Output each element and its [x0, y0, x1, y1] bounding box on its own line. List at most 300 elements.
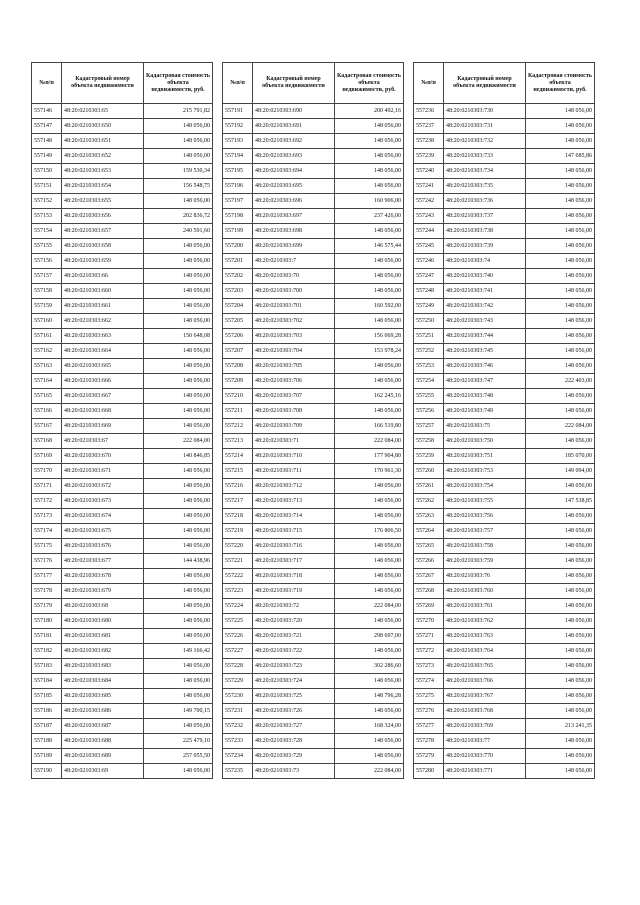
cadastral-number: 48:20:0210303:747	[444, 374, 526, 389]
cadastral-value: 222 084,00	[335, 764, 404, 779]
row-number: 557156	[32, 254, 62, 269]
table-row	[223, 434, 404, 449]
table-row	[32, 209, 213, 224]
table-row	[414, 719, 595, 734]
cadastral-number: 48:20:0210303:75	[444, 419, 526, 434]
cadastral-number: 48:20:0210303:684	[62, 674, 144, 689]
cadastral-value: 148 056,00	[526, 584, 595, 599]
table-row	[223, 404, 404, 419]
cadastral-number: 48:20:0210303:660	[62, 284, 144, 299]
table-row	[414, 149, 595, 164]
cadastral-value: 162 245,16	[335, 389, 404, 404]
cadastral-number: 48:20:0210303:745	[444, 344, 526, 359]
row-number: 557268	[414, 584, 444, 599]
row-number: 557176	[32, 554, 62, 569]
cadastral-number: 48:20:0210303:691	[253, 119, 335, 134]
cadastral-number: 48:20:0210303:700	[253, 284, 335, 299]
table-row	[32, 284, 213, 299]
cadastral-value: 148 056,00	[526, 314, 595, 329]
cadastral-number: 48:20:0210303:705	[253, 359, 335, 374]
table-row	[32, 464, 213, 479]
table-row	[32, 254, 213, 269]
row-number: 557224	[223, 599, 253, 614]
cadastral-value: 222 084,00	[526, 419, 595, 434]
cadastral-value: 148 056,00	[335, 134, 404, 149]
cadastral-number: 48:20:0210303:674	[62, 509, 144, 524]
row-number: 557215	[223, 464, 253, 479]
cadastral-number: 48:20:0210303:713	[253, 494, 335, 509]
cadastral-value: 147 538,85	[526, 494, 595, 509]
row-number: 557241	[414, 179, 444, 194]
cadastral-table-3	[413, 62, 595, 779]
table-row	[32, 734, 213, 749]
cadastral-value: 148 056,00	[335, 374, 404, 389]
cadastral-value: 148 056,00	[526, 659, 595, 674]
row-number: 557220	[223, 539, 253, 554]
cadastral-value: 148 056,00	[526, 299, 595, 314]
cadastral-value: 225 479,10	[144, 734, 213, 749]
row-number: 557173	[32, 509, 62, 524]
cadastral-number: 48:20:0210303:709	[253, 419, 335, 434]
row-number: 557243	[414, 209, 444, 224]
table-row	[32, 164, 213, 179]
table-row	[414, 659, 595, 674]
row-number: 557168	[32, 434, 62, 449]
table-row	[414, 704, 595, 719]
row-number: 557214	[223, 449, 253, 464]
cadastral-value: 148 056,00	[144, 569, 213, 584]
row-number: 557231	[223, 704, 253, 719]
table-row	[223, 689, 404, 704]
cadastral-value: 156 069,28	[335, 329, 404, 344]
table-row	[32, 194, 213, 209]
cadastral-number: 48:20:0210303:693	[253, 149, 335, 164]
row-number: 557147	[32, 119, 62, 134]
cadastral-number: 48:20:0210303:728	[253, 734, 335, 749]
cadastral-value: 146 575,44	[335, 239, 404, 254]
table-row	[32, 539, 213, 554]
cadastral-value: 148 056,00	[526, 389, 595, 404]
table-row	[414, 404, 595, 419]
cadastral-value: 148 056,00	[526, 209, 595, 224]
table-row	[223, 344, 404, 359]
row-number: 557203	[223, 284, 253, 299]
cadastral-value: 148 056,00	[144, 584, 213, 599]
table-row	[414, 329, 595, 344]
cadastral-value: 148 056,00	[526, 734, 595, 749]
cadastral-number: 48:20:0210303:754	[444, 479, 526, 494]
cadastral-value: 149 166,42	[144, 644, 213, 659]
cadastral-value: 148 056,00	[335, 749, 404, 764]
table-row	[414, 239, 595, 254]
row-number: 557242	[414, 194, 444, 209]
table-row	[223, 554, 404, 569]
row-number: 557159	[32, 299, 62, 314]
cadastral-value: 148 056,00	[144, 119, 213, 134]
table-row	[223, 449, 404, 464]
table-row	[414, 599, 595, 614]
table-row	[32, 584, 213, 599]
table-row	[32, 494, 213, 509]
row-number: 557267	[414, 569, 444, 584]
cadastral-value: 148 056,00	[335, 359, 404, 374]
row-number: 557219	[223, 524, 253, 539]
row-number: 557184	[32, 674, 62, 689]
cadastral-number: 48:20:0210303:719	[253, 584, 335, 599]
cadastral-value: 148 056,00	[144, 389, 213, 404]
table-row	[32, 134, 213, 149]
cadastral-number: 48:20:0210303:735	[444, 179, 526, 194]
table-row	[32, 239, 213, 254]
row-number: 557178	[32, 584, 62, 599]
cadastral-number: 48:20:0210303:768	[444, 704, 526, 719]
row-number: 557208	[223, 359, 253, 374]
cadastral-number: 48:20:0210303:714	[253, 509, 335, 524]
cadastral-number: 48:20:0210303:725	[253, 689, 335, 704]
cadastral-value: 148 056,00	[526, 764, 595, 779]
cadastral-value: 222 084,00	[335, 434, 404, 449]
row-number: 557217	[223, 494, 253, 509]
cadastral-value: 177 904,80	[335, 449, 404, 464]
table-row	[414, 464, 595, 479]
cadastral-number: 48:20:0210303:760	[444, 584, 526, 599]
table-row	[223, 209, 404, 224]
cadastral-number: 48:20:0210303:763	[444, 629, 526, 644]
row-number: 557271	[414, 629, 444, 644]
row-number: 557160	[32, 314, 62, 329]
row-number: 557167	[32, 419, 62, 434]
table-row	[414, 284, 595, 299]
cadastral-value: 170 961,30	[335, 464, 404, 479]
cadastral-number: 48:20:0210303:70	[253, 269, 335, 284]
header-row	[32, 63, 213, 104]
cadastral-value: 159 530,34	[144, 164, 213, 179]
cadastral-value: 148 056,00	[526, 239, 595, 254]
row-number: 557234	[223, 749, 253, 764]
header-cadastral-number: Кадастровый номер объекта недвижимости	[253, 63, 335, 104]
table-row	[32, 644, 213, 659]
table-row	[414, 134, 595, 149]
table-row	[32, 629, 213, 644]
cadastral-value: 222 084,00	[335, 599, 404, 614]
cadastral-number: 48:20:0210303:767	[444, 689, 526, 704]
table-row	[414, 434, 595, 449]
cadastral-value: 140 846,85	[144, 449, 213, 464]
row-number: 557227	[223, 644, 253, 659]
cadastral-value: 148 056,00	[526, 749, 595, 764]
cadastral-number: 48:20:0210303:661	[62, 299, 144, 314]
row-number: 557237	[414, 119, 444, 134]
cadastral-number: 48:20:0210303:749	[444, 404, 526, 419]
row-number: 557158	[32, 284, 62, 299]
row-number: 557244	[414, 224, 444, 239]
cadastral-value: 148 056,00	[144, 509, 213, 524]
cadastral-number: 48:20:0210303:704	[253, 344, 335, 359]
table-row	[223, 614, 404, 629]
cadastral-value: 148 056,00	[335, 704, 404, 719]
cadastral-number: 48:20:0210303:717	[253, 554, 335, 569]
row-number: 557196	[223, 179, 253, 194]
cadastral-value: 148 056,00	[335, 569, 404, 584]
row-number: 557274	[414, 674, 444, 689]
cadastral-number: 48:20:0210303:701	[253, 299, 335, 314]
cadastral-value: 148 056,00	[526, 269, 595, 284]
cadastral-number: 48:20:0210303:689	[62, 749, 144, 764]
row-number: 557279	[414, 749, 444, 764]
cadastral-number: 48:20:0210303:672	[62, 479, 144, 494]
row-number: 557270	[414, 614, 444, 629]
cadastral-value: 200 492,16	[335, 104, 404, 119]
table-row	[223, 164, 404, 179]
table-row	[414, 224, 595, 239]
cadastral-number: 48:20:0210303:665	[62, 359, 144, 374]
cadastral-value: 148 056,00	[526, 224, 595, 239]
table-row	[223, 269, 404, 284]
cadastral-number: 48:20:0210303:734	[444, 164, 526, 179]
cadastral-value: 148 056,00	[144, 464, 213, 479]
table-row	[32, 719, 213, 734]
cadastral-number: 48:20:0210303:764	[444, 644, 526, 659]
table-row	[414, 374, 595, 389]
cadastral-value: 148 056,00	[526, 704, 595, 719]
row-number: 557256	[414, 404, 444, 419]
cadastral-value: 148 056,00	[526, 254, 595, 269]
cadastral-value: 148 056,00	[335, 614, 404, 629]
cadastral-value: 148 056,00	[335, 164, 404, 179]
table-row	[223, 659, 404, 674]
cadastral-number: 48:20:0210303:667	[62, 389, 144, 404]
row-number: 557253	[414, 359, 444, 374]
cadastral-value: 148 056,00	[144, 134, 213, 149]
cadastral-value: 148 056,00	[335, 734, 404, 749]
table-row	[32, 269, 213, 284]
row-number: 557194	[223, 149, 253, 164]
cadastral-number: 48:20:0210303:715	[253, 524, 335, 539]
table-row	[32, 479, 213, 494]
cadastral-number: 48:20:0210303:729	[253, 749, 335, 764]
cadastral-value: 148 056,00	[144, 404, 213, 419]
cadastral-number: 48:20:0210303:666	[62, 374, 144, 389]
cadastral-number: 48:20:0210303:681	[62, 629, 144, 644]
header-num: №п/п	[414, 63, 444, 104]
cadastral-value: 148 056,00	[144, 719, 213, 734]
row-number: 557182	[32, 644, 62, 659]
row-number: 557190	[32, 764, 62, 779]
row-number: 557188	[32, 734, 62, 749]
cadastral-number: 48:20:0210303:659	[62, 254, 144, 269]
table-row	[223, 509, 404, 524]
cadastral-value: 148 056,00	[144, 599, 213, 614]
cadastral-number: 48:20:0210303:731	[444, 119, 526, 134]
table-row	[32, 359, 213, 374]
cadastral-number: 48:20:0210303:657	[62, 224, 144, 239]
table-row	[32, 524, 213, 539]
cadastral-value: 148 056,00	[144, 479, 213, 494]
cadastral-number: 48:20:0210303:77	[444, 734, 526, 749]
cadastral-number: 48:20:0210303:686	[62, 704, 144, 719]
cadastral-value: 148 056,00	[144, 539, 213, 554]
cadastral-number: 48:20:0210303:655	[62, 194, 144, 209]
cadastral-value: 148 056,00	[335, 404, 404, 419]
cadastral-number: 48:20:0210303:662	[62, 314, 144, 329]
row-number: 557216	[223, 479, 253, 494]
row-number: 557210	[223, 389, 253, 404]
cadastral-number: 48:20:0210303:757	[444, 524, 526, 539]
table-row	[414, 344, 595, 359]
row-number: 557250	[414, 314, 444, 329]
table-row	[223, 539, 404, 554]
cadastral-value: 237 426,00	[335, 209, 404, 224]
row-number: 557265	[414, 539, 444, 554]
cadastral-value: 148 056,00	[144, 524, 213, 539]
row-number: 557260	[414, 464, 444, 479]
table-row	[223, 194, 404, 209]
row-number: 557164	[32, 374, 62, 389]
table-row	[414, 734, 595, 749]
header-cadastral-number: Кадастровый номер объекта недвижимости	[62, 63, 144, 104]
tables-container	[31, 62, 595, 779]
row-number: 557197	[223, 194, 253, 209]
cadastral-value: 148 056,00	[335, 479, 404, 494]
table-row	[32, 419, 213, 434]
table-row	[32, 614, 213, 629]
table-row	[223, 479, 404, 494]
table-row	[414, 479, 595, 494]
row-number: 557254	[414, 374, 444, 389]
row-number: 557235	[223, 764, 253, 779]
row-number: 557183	[32, 659, 62, 674]
cadastral-value: 148 056,00	[335, 224, 404, 239]
cadastral-number: 48:20:0210303:770	[444, 749, 526, 764]
cadastral-value: 148 056,00	[144, 359, 213, 374]
row-number: 557186	[32, 704, 62, 719]
cadastral-value: 148 056,00	[144, 674, 213, 689]
cadastral-value: 302 286,60	[335, 659, 404, 674]
cadastral-number: 48:20:0210303:742	[444, 299, 526, 314]
cadastral-value: 148 056,00	[526, 344, 595, 359]
cadastral-number: 48:20:0210303:758	[444, 539, 526, 554]
header-cadastral-value: Кадастровая стоимость объекта недвижимости, руб.	[526, 63, 595, 104]
row-number: 557275	[414, 689, 444, 704]
cadastral-value: 148 056,00	[144, 239, 213, 254]
cadastral-value: 148 056,00	[335, 119, 404, 134]
row-number: 557277	[414, 719, 444, 734]
table-row	[223, 224, 404, 239]
row-number: 557187	[32, 719, 62, 734]
table-row	[223, 629, 404, 644]
cadastral-number: 48:20:0210303:753	[444, 464, 526, 479]
row-number: 557152	[32, 194, 62, 209]
cadastral-number: 48:20:0210303:76	[444, 569, 526, 584]
cadastral-value: 148 056,00	[335, 149, 404, 164]
cadastral-value: 148 056,00	[526, 119, 595, 134]
cadastral-value: 166 519,80	[335, 419, 404, 434]
row-number: 557165	[32, 389, 62, 404]
cadastral-value: 150 648,08	[144, 329, 213, 344]
cadastral-value: 149 094,00	[526, 464, 595, 479]
table-row	[223, 674, 404, 689]
row-number: 557278	[414, 734, 444, 749]
row-number: 557192	[223, 119, 253, 134]
cadastral-value: 148 056,00	[526, 644, 595, 659]
cadastral-value: 148 056,00	[144, 419, 213, 434]
table-row	[414, 314, 595, 329]
cadastral-value: 148 056,00	[335, 584, 404, 599]
cadastral-value: 222 084,00	[144, 434, 213, 449]
cadastral-value: 148 056,00	[526, 689, 595, 704]
table-row	[414, 104, 595, 119]
cadastral-value: 148 056,00	[526, 104, 595, 119]
table-row	[223, 389, 404, 404]
row-number: 557245	[414, 239, 444, 254]
table-row	[223, 464, 404, 479]
cadastral-number: 48:20:0210303:682	[62, 644, 144, 659]
table-row	[414, 764, 595, 779]
cadastral-number: 48:20:0210303:72	[253, 599, 335, 614]
cadastral-value: 148 056,00	[335, 314, 404, 329]
row-number: 557238	[414, 134, 444, 149]
table-row	[32, 299, 213, 314]
row-number: 557181	[32, 629, 62, 644]
cadastral-number: 48:20:0210303:751	[444, 449, 526, 464]
cadastral-value: 148 056,00	[144, 314, 213, 329]
cadastral-value: 153 978,24	[335, 344, 404, 359]
row-number: 557151	[32, 179, 62, 194]
cadastral-number: 48:20:0210303:706	[253, 374, 335, 389]
cadastral-value: 148 056,00	[335, 269, 404, 284]
cadastral-value: 213 241,35	[526, 719, 595, 734]
row-number: 557206	[223, 329, 253, 344]
cadastral-number: 48:20:0210303:769	[444, 719, 526, 734]
table-row	[414, 689, 595, 704]
table-row	[223, 584, 404, 599]
cadastral-number: 48:20:0210303:690	[253, 104, 335, 119]
row-number: 557225	[223, 614, 253, 629]
table-row	[414, 119, 595, 134]
cadastral-number: 48:20:0210303:654	[62, 179, 144, 194]
cadastral-value: 148 056,00	[526, 194, 595, 209]
cadastral-number: 48:20:0210303:652	[62, 149, 144, 164]
cadastral-number: 48:20:0210303:746	[444, 359, 526, 374]
cadastral-value: 148 056,00	[335, 554, 404, 569]
cadastral-value: 148 056,00	[526, 479, 595, 494]
row-number: 557233	[223, 734, 253, 749]
cadastral-value: 148 056,00	[526, 554, 595, 569]
cadastral-value: 148 056,00	[144, 374, 213, 389]
row-number: 557199	[223, 224, 253, 239]
table-row	[414, 449, 595, 464]
row-number: 557222	[223, 569, 253, 584]
table-row	[223, 419, 404, 434]
cadastral-value: 148 056,00	[335, 254, 404, 269]
header-cadastral-value: Кадастровая стоимость объекта недвижимости, руб.	[335, 63, 404, 104]
row-number: 557209	[223, 374, 253, 389]
row-number: 557212	[223, 419, 253, 434]
cadastral-value: 148 056,00	[526, 134, 595, 149]
cadastral-number: 48:20:0210303:669	[62, 419, 144, 434]
cadastral-value: 148 056,00	[144, 284, 213, 299]
cadastral-value: 148 796,28	[335, 689, 404, 704]
table-row	[414, 209, 595, 224]
cadastral-value: 148 056,00	[526, 674, 595, 689]
row-number: 557266	[414, 554, 444, 569]
cadastral-number: 48:20:0210303:721	[253, 629, 335, 644]
cadastral-value: 148 056,00	[526, 599, 595, 614]
table-row	[223, 734, 404, 749]
cadastral-value: 144 438,96	[144, 554, 213, 569]
table-row	[32, 314, 213, 329]
table-row	[32, 374, 213, 389]
